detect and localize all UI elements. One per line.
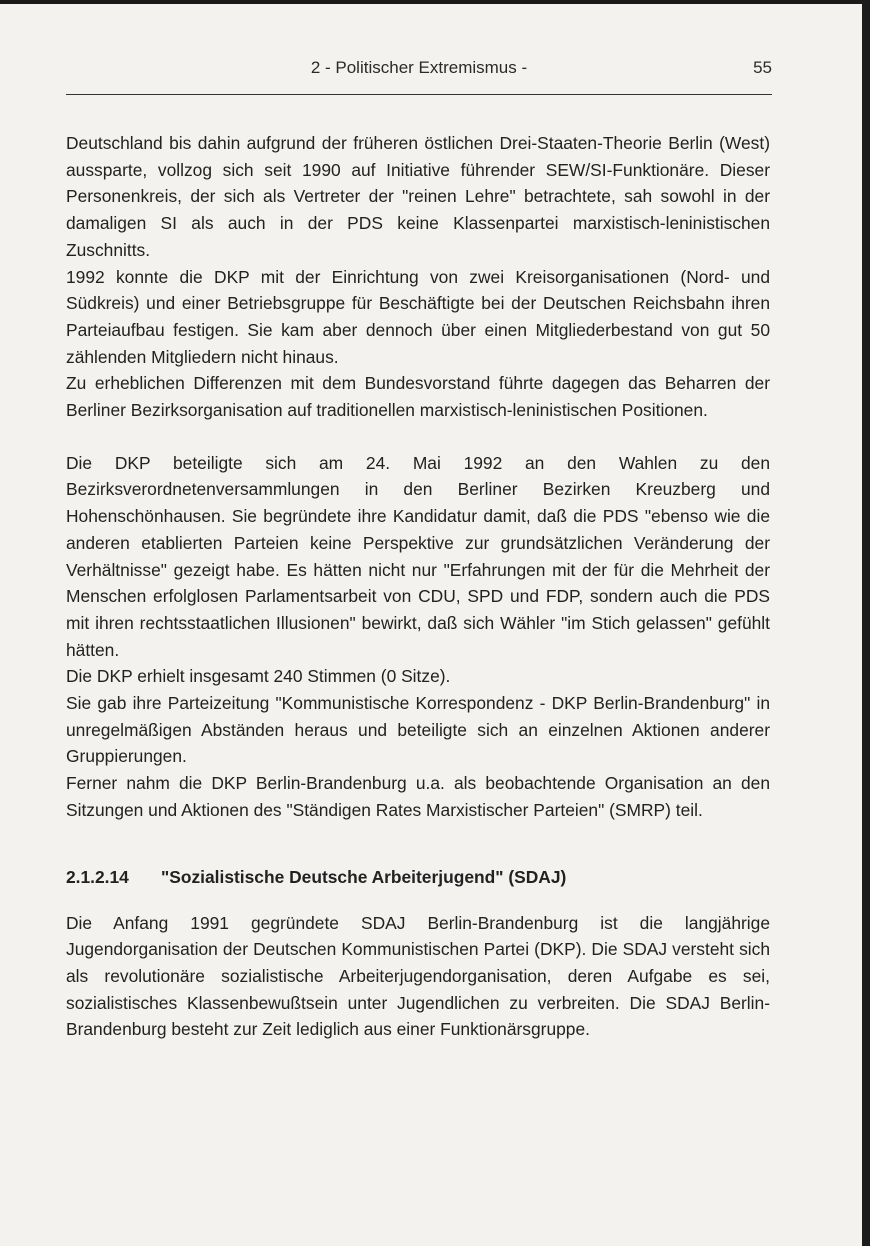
document-body: [66, 130, 770, 1043]
paragraph: Zu erheblichen Differenzen mit dem Bundesvorstand führte dagegen das Beharren der Berliner Bezirksorganisation auf traditionellen marxistisch-leninistischen Positionen.: [66, 373, 770, 421]
running-title: 2 - Politischer Extremismus -: [310, 58, 528, 77]
paragraph-gap: [66, 890, 770, 910]
section-title: "Sozialistische Deutsche Arbeiterjugend" (SDAJ): [161, 866, 567, 887]
paragraph: Die DKP erhielt insgesamt 240 Stimmen (0 Sitze).: [66, 666, 451, 687]
section-heading: [66, 864, 770, 890]
paragraph: Die Anfang 1991 gegründete SDAJ Berlin-Brandenburg ist die langjährige Jugendorganisation der Deutschen Kommunistischen Partei (DKP). Die SDAJ versteht sich als revolutionäre sozialistische Arbeiterjugendorganisation, deren Aufgabe es sei, sozialistisches Klassenbewußtsein unter Jugendlichen zu verbreiten. Die SDAJ Berlin-Brandenburg besteht zur Zeit lediglich aus einer Funktionärsgruppe.: [66, 912, 770, 1040]
paragraph: Die DKP beteiligte sich am 24. Mai 1992 an den Wahlen zu den Bezirksverordnetenversammlungen in den Berliner Bezirken Kreuzberg und Hohenschönhausen. Sie begründete ihre Kandidatur damit, daß die PDS "ebenso wie die anderen etablierten Parteien keine Perspektive zur grundsätzlichen Veränderung der Verhältnisse" gezeigt habe. Es hätten nicht nur "Erfahrungen mit der für die Mehrheit der Menschen erfolglosen Parlamentsarbeit von CDU, SPD und FDP, sondern auch die PDS mit ihren rechtsstaatlichen Illusionen" bewirkt, daß sich Wähler "im Stich gelassen" gefühlt hätten.: [66, 452, 770, 660]
scan-edge: [862, 0, 870, 1246]
paragraph: Deutschland bis dahin aufgrund der früheren östlichen Drei-Staaten-Theorie Berlin (West) aussparte, vollzog sich seit 1990 auf Initiative führender SEW/SI-Funktionäre. Dieser Personenkreis, der sich als Vertreter der "reinen Lehre" betrachtete, sah sowohl in der damaligen SI als auch in der PDS keine Klassenpartei marxistisch-leninistischen Zuschnitts.: [66, 133, 770, 260]
section-number: 2.1.2.14: [66, 866, 129, 887]
paragraph: Ferner nahm die DKP Berlin-Brandenburg u.a. als beobachtende Organisation an den Sitzungen und Aktionen des "Ständigen Rates Marxistischer Parteien" (SMRP) teil.: [66, 773, 770, 820]
paragraph-gap: [66, 824, 770, 864]
page-number: 55: [753, 58, 772, 77]
page-header: [66, 52, 772, 88]
paragraph-gap: [66, 424, 770, 450]
paragraph: Sie gab ihre Parteizeitung "Kommunistische Korrespondenz - DKP Berlin-Brandenburg" in unregelmäßigen Abständen heraus und beteiligte sich an einzelnen Aktionen anderer Gruppierungen.: [66, 693, 770, 767]
header-rule: [66, 94, 772, 95]
paragraph: 1992 konnte die DKP mit der Einrichtung von zwei Kreisorganisationen (Nord- und Südkreis) und einer Betriebsgruppe für Beschäftigte bei der Deutschen Reichsbahn ihren Parteiaufbau festigen. Sie kam aber dennoch über einen Mitgliederbestand von gut 50 zählenden Mitgliedern nicht hinaus.: [66, 266, 770, 367]
